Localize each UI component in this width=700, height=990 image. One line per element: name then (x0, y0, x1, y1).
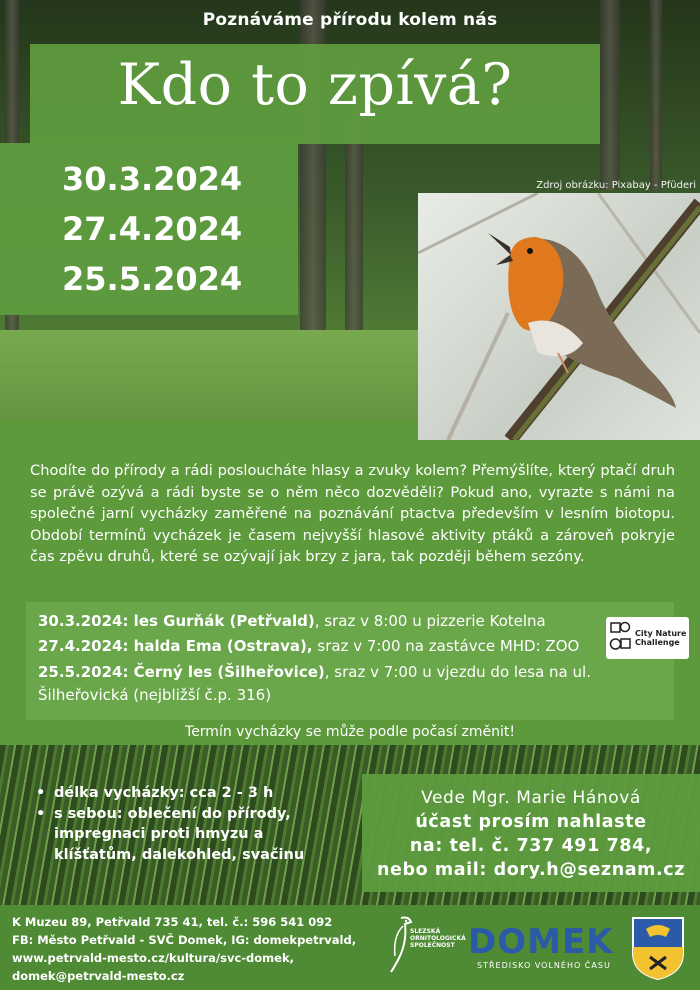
schedule-place: 27.4.2024: halda Ema (Ostrava), (38, 637, 313, 655)
schedule-item (38, 661, 658, 707)
info-list (34, 783, 334, 865)
registration-line: účast prosím nahlaste (415, 812, 647, 832)
date-2: 27.4.2024 (62, 210, 243, 248)
schedule-detail: , sraz v 7:00 u vjezdu do lesa na ul. Šilheřovická (nejbližší č.p. 316) (38, 663, 591, 704)
leader-name: Vede Mgr. Marie Hánová (421, 788, 641, 808)
schedule-detail: sraz v 7:00 na zastávce MHD: ZOO (312, 637, 580, 655)
date-1: 30.3.2024 (62, 160, 243, 198)
email-line: nebo mail: dory.h@seznam.cz (376, 860, 686, 880)
page-title: Kdo to zpívá? (117, 52, 513, 118)
phone-line: na: tel. č. 737 491 784, (409, 836, 653, 856)
robin-photo (418, 193, 700, 440)
city-nature-challenge-badge (606, 617, 689, 659)
photo-credit: Zdroj obrázku: Pixabay - Pfüderi (536, 180, 696, 191)
footer-address: K Muzeu 89, Petřvald 735 41, tel. č.: 596 541 092 (12, 915, 333, 929)
footer-email[interactable]: domek@petrvald-mesto.cz (12, 969, 185, 983)
schedule-detail: , sraz v 8:00 u pizzerie Kotelna (314, 612, 546, 630)
intro-text: Chodíte do přírody a rádi posloucháte hlasy a zvuky kolem? Přemýšlíte, který ptačí druh se právě ozývá a rádi byste se o něm něco dozvěděli? Pokud ano, vyrazte s námi na společné jarní vycházky zaměřené na poznávání ptactva především v lesním biotopu. Období termínů vycházek je časem nejvyšší hlasové aktivity ptáků a zároveň pokryje čas zpěvu druhů, které se ozývají jak brzy z jara, tak později během sezóny. (30, 462, 675, 565)
coat-of-arms-icon (630, 915, 686, 981)
domek-subtitle: STŘEDISKO VOLNÉHO ČASU (477, 961, 611, 970)
date-3: 25.5.2024 (62, 260, 243, 298)
list-item: • s sebou: oblečení do přírody, impregnaci proti hmyzu a klíšťatům, dalekohled, svačinu (34, 804, 334, 866)
schedule-place: 30.3.2024: les Gurňák (Petřvald) (38, 612, 315, 630)
tagline: Poznáváme přírodu kolem nás (202, 10, 498, 30)
robin-icon (418, 193, 700, 440)
domek-logo: DOMEK (468, 922, 614, 962)
weather-note: Termín vycházky se může podle počasí změnit! (185, 724, 515, 740)
schedule-item (38, 611, 598, 631)
footer-website[interactable]: www.petrvald-mesto.cz/kultura/svc-domek, (12, 951, 294, 965)
cnc-label: City Nature Challenge (635, 629, 687, 647)
list-item: • délka vycházky: cca 2 - 3 h (34, 783, 334, 804)
schedule-place: 25.5.2024: Černý les (Šilheřovice) (38, 663, 325, 681)
cnc-logo-icon (606, 617, 634, 659)
footer-social: FB: Město Petřvald - SVČ Domek, IG: domekpetrvald, (12, 933, 357, 947)
schedule-item (38, 636, 598, 656)
ornithology-society-label: SLEZSKÁ ORNITOLOGICKÁ SPOLEČNOST (410, 928, 466, 949)
